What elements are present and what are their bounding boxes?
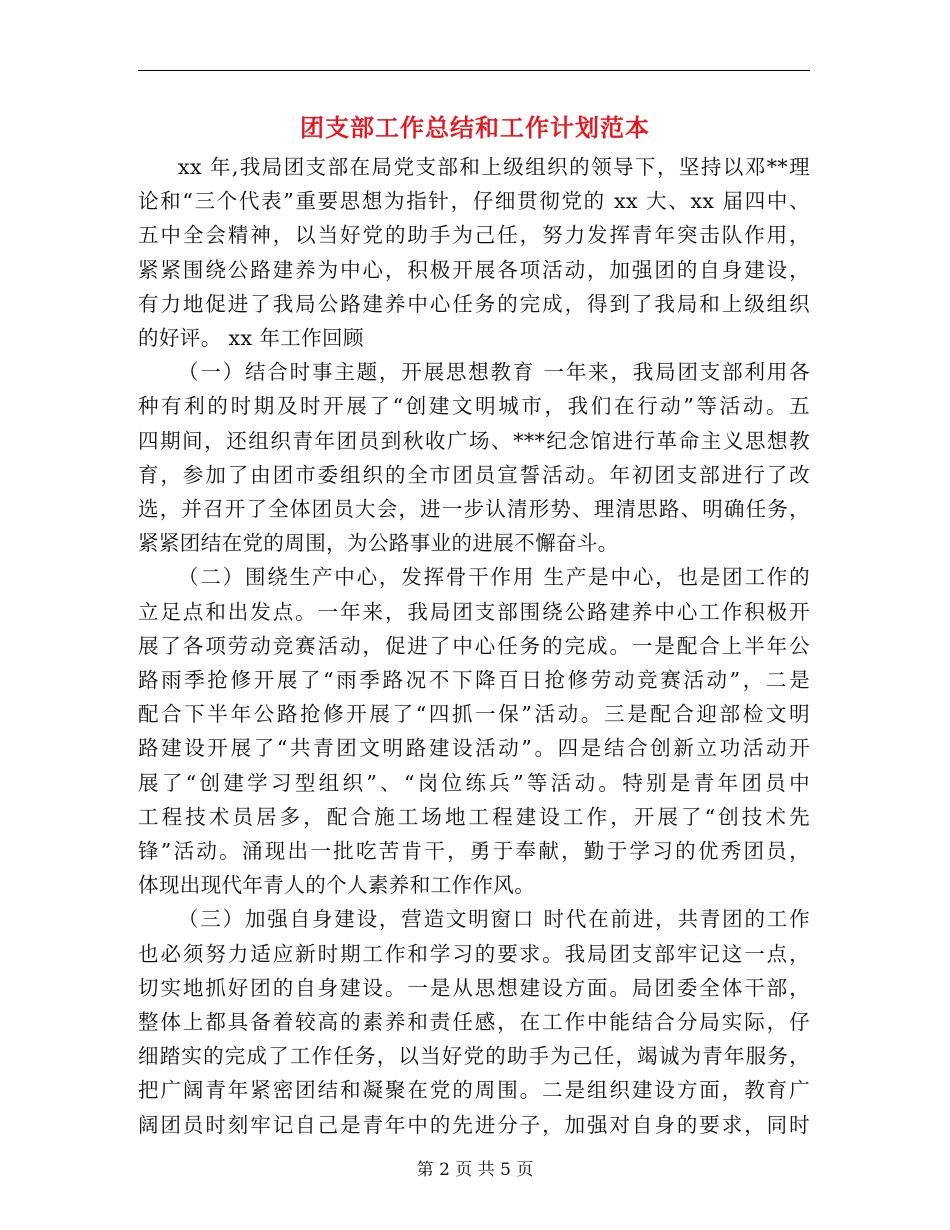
paragraph-section-3 <box>138 902 810 1141</box>
text-line: 的好评。 xx 年工作回顾 <box>138 326 364 351</box>
text-line: 阔团员时刻牢记自己是青年中的先进分子，加强对自身的要求，同时 <box>138 1112 810 1137</box>
text-line: 紧紧围绕公路建养为中心，积极开展各项活动，加强团的自身建设， <box>138 257 810 282</box>
text-line: 选，并召开了全体团员大会，进一步认清形势、理清思路、明确任务， <box>138 497 810 522</box>
text-line: （二）围绕生产中心，发挥骨干作用 生产是中心，也是团工作的 <box>178 565 810 590</box>
text-line: 把广阔青年紧密团结和凝聚在党的周围。二是组织建设方面，教育广 <box>138 1078 810 1103</box>
text-line: 四期间，还组织青年团员到秋收广场、***纪念馆进行革命主义思想教 <box>138 428 810 453</box>
paragraph-section-2 <box>138 560 810 902</box>
text-line: 展了各项劳动竞赛活动，促进了中心任务的完成。一是配合上半年公 <box>138 633 810 658</box>
document-title: 团支部工作总结和工作计划范本 <box>300 114 650 142</box>
text-line: （三）加强自身建设，营造文明窗口 时代在前进，共青团的工作 <box>178 907 810 932</box>
text-line: 工程技术员居多，配合施工场地工程建设工作，开展了“创技术先 <box>138 804 810 829</box>
document-body <box>138 150 810 1142</box>
text-line: 细踏实的完成了工作任务，以当好党的助手为己任，竭诚为青年服务， <box>138 1044 810 1069</box>
text-line: 体现出现代年青人的个人素养和工作作风。 <box>138 873 536 898</box>
text-line: 展了“创建学习型组织”、“岗位练兵”等活动。特别是青年团员中 <box>138 770 810 795</box>
text-line: 配合下半年公路抢修开展了“四抓一保”活动。三是配合迎部检文明 <box>138 702 810 727</box>
text-line: （一）结合时事主题，开展思想教育 一年来，我局团支部利用各 <box>178 360 810 385</box>
text-line: 论和“三个代表”重要思想为指针，仔细贯彻党的 xx 大、xx 届四中、 <box>138 189 810 214</box>
text-line: 切实地抓好团的自身建设。一是从思想建设方面。局团委全体干部， <box>138 975 810 1000</box>
text-line: 也必须努力适应新时期工作和学习的要求。我局团支部牢记这一点， <box>138 941 810 966</box>
text-line: 路雨季抢修开展了“雨季路况不下降百日抢修劳动竞赛活动”，二是 <box>138 668 810 693</box>
paragraph-intro <box>138 150 810 355</box>
text-line: 紧紧团结在党的周围，为公路事业的进展不懈奋斗。 <box>138 531 619 556</box>
text-line: 路建设开展了“共青团文明路建设活动”。四是结合创新立功活动开 <box>138 736 810 761</box>
text-line: 整体上都具备着较高的素养和责任感，在工作中能结合分局实际，仔 <box>138 1010 810 1035</box>
text-line: xx 年,我局团支部在局党支部和上级组织的领导下，坚持以邓**理 <box>178 155 810 179</box>
header-rule <box>138 70 810 71</box>
text-line: 有力地促进了我局公路建养中心任务的完成，得到了我局和上级组织 <box>138 291 810 316</box>
text-line: 锋”活动。涌现出一批吃苦肯干，勇于奉献，勤于学习的优秀团员， <box>138 839 810 864</box>
text-line: 种有利的时期及时开展了“创建文明城市，我们在行动”等活动。五 <box>138 394 810 419</box>
text-line: 育，参加了由团市委组织的全市团员宣誓活动。年初团支部进行了改 <box>138 462 810 487</box>
text-line: 立足点和出发点。一年来，我局团支部围绕公路建养中心工作积极开 <box>138 599 810 624</box>
page-number: 第 2 页 共 5 页 <box>416 1160 534 1180</box>
text-line: 五中全会精神，以当好党的助手为己任，努力发挥青年突击队作用， <box>138 223 810 248</box>
paragraph-section-1 <box>138 355 810 560</box>
